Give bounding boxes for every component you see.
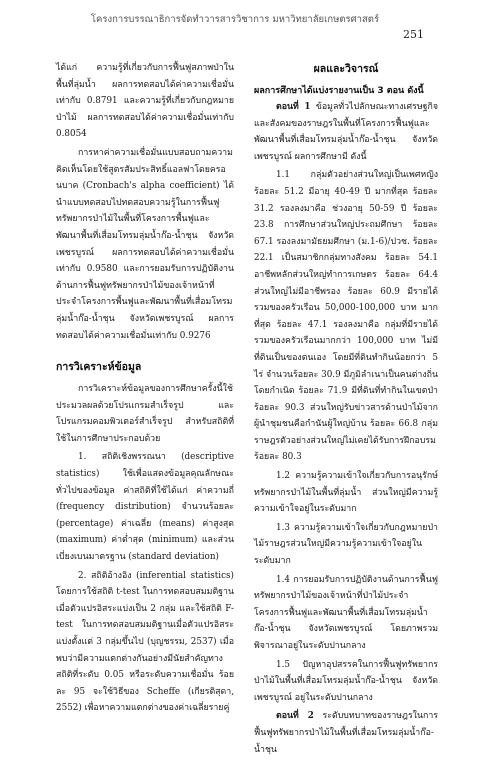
paragraph-inferential-statistics: 2. สถิติอ้างอิง (inferential statistics) โดยการใช้สถิติ t-test ในการทดสอบสมมติฐานเมื่อตัวแปรอิสระแบ่งเป็น 2 กลุ่ม และใช้สถิติ F-test ในการทดสอบสมมติฐานเมื่อตัวแปรอิสระ แบ่งตั้งแต่ 3 กลุ่มขึ้นไป (บุญชรรม, 2537) เมื่อพบว่ามีความแตกต่างกันอย่างมีนัยสำคัญทางสถิติที่ระดับ 0.05 หรือระดับความเชื่อมั่น ร้อยละ 95 จะใช้วิธีของ Scheffe (เกียรติสุดา, 2552) เพื่อหาความแตกต่างของค่าเฉลี่ยรายคู่ <box>56 570 234 714</box>
paragraph-part-1 <box>254 99 438 165</box>
running-head: โครงการบรรณาธิการจัดทำวารสารวิชาการ มหาวิทยาลัยเกษตรศาสตร์ <box>90 14 380 25</box>
left-column <box>56 60 234 719</box>
paragraph-item-1-1: 1.1 กลุ่มตัวอย่างส่วนใหญ่เป็นเพศหญิง ร้อยละ 51.2 มีอายุ 40-49 ปี มากที่สุด ร้อยละ 31.2 รองลงมาคือ ช่วงอายุ 50-59 ปี ร้อยละ 23.8 การศึกษาส่วนใหญ่ประถมศึกษา ร้อยละ 67.1 รองลงมามัธยมศึกษา (ม.1-6)/ปวช. ร้อยละ 22.1 เป็นสมาชิกกลุ่มทางสังคม ร้อยละ 54.1 อาชีพหลักส่วนใหญ่ทำการเกษตร ร้อยละ 64.4 ส่วนใหญ่ไม่มีอาชีพรอง ร้อยละ 60.9 มีรายได้รวมของครัวเรือน 50,000-100,000 บาท มากที่สุด ร้อยละ 47.1 รองลงมาคือ กลุ่มที่มีรายได้รวมของครัวเรือนมากกว่า 100,000 บาท ไม่มีที่ดินเป็นของตนเอง โดยมีที่ดินทำกินน้อยกว่า 5 ไร่ จำนวนร้อยละ 30.9 มีภูมิลำเนาเป็นคนต่างถิ่นโดยกำเนิด ร้อยละ 71.9 มีที่ดินที่ทำกินในเขตป่า ร้อยละ 90.3 ส่วนใหญ่รับข่าวสารด้านป่าไม้จากผู้นำชุมชนคือกำนันผู้ใหญ่บ้าน ร้อยละ 66.8 กลุ่มราษฎรตัวอย่างส่วนใหญ่ไม่เคยได้รับการฝึกอบรม ร้อยละ 80.3 <box>254 170 438 463</box>
paragraph-part-2 <box>254 708 438 758</box>
part-1-text: ข้อมูลทั่วไปลักษณะทางเศรษฐกิจและสังคมของราษฎรในพื้นที่โครงการฟื้นฟูและพัฒนาพื้นที่เสื่อมโทรมลุ่มน้ำก๊อ-น้ำชุน จังหวัดเพชรบูรณ์ ผลการศึกษามี ดังนี้ <box>254 102 438 162</box>
paragraph-descriptive-statistics: 1. สถิติเชิงพรรณนา (descriptive statistics) ใช้เพื่อแสดงข้อมูลคุณลักษณะทั่วไปของข้อมูล ค่าสถิติที่ใช้ได้แก่ ค่าความถี่ (frequency distribution) จำนวนร้อยละ (percentage) ค่าเฉลี่ย (means) ค่าสูงสุด (maximum) ค่าต่ำสุด (minimum) และส่วนเบี่ยงเบนมาตรฐาน (standard deviation) <box>56 452 234 563</box>
page-number: 251 <box>403 28 424 41</box>
paragraph-cronbach-alpha: การหาค่าความเชื่อมั่นแบบสอบถามความคิดเห็นโดยใช้สูตรสัมประสิทธิ์แอลฟาโดยครอนบาค (Cronbach's alpha coefficient) ได้นำแบบทดสอบไปทดสอบความรู้ในการฟื้นฟูทรัพยากรป่าไม้ในพื้นที่โครงการพื้นฟูและพัฒนาพื้นที่เสื่อมโทรมลุ่มน้ำก๊อ-น้ำชุน จังหวัดเพชรบูรณ์ ผลการทดสอบได้ค่าความเชื่อมั่นเท่ากับ 0.9580 และการยอมรับการปฏิบัติงานด้านการฟื้นฟูทรัพยากรป่าไม้ของเจ้าหน้าที่ประจำโครงการพื้นฟูและพัฒนาพื้นที่เสื่อมโทรมลุ่มน้ำก๊อ-น้ำชุน จังหวัดเพชรบูรณ์ ผลการทดสอบได้ค่าความเชื่อมั่นเท่ากับ 0.9276 <box>56 147 234 341</box>
paragraph-item-1-5: 1.5 ปัญหาอุปสรรคในการฟื้นฟูทรัพยากรป่าไม้ในพื้นที่เสื่อมโทรมลุ่มน้ำก๊อ-น้ำชุน จังหวัดเพชรบูรณ์ อยู่ในระดับปานกลาง <box>254 659 438 703</box>
part-2-text: ระดับบทบาทของราษฎรในการฟื้นฟูทรัพยากรป่าไม้ในพื้นที่เสื่อมโทรมลุ่มน้ำก๊อ-น้ำชุน <box>254 711 438 755</box>
part-1-label: ตอนที่ 1 <box>276 102 311 112</box>
paragraph-reliability-knowledge: ได้แก่ ความรู้ที่เกี่ยวกับการฟื้นฟูสภาพป่าในพื้นที่ลุ่มน้ำ ผลการทดสอบได้ค่าความเชื่อมั่นเท่ากับ 0.8791 และความรู้ที่เกี่ยวกับกฎหมายป่าไม้ ผลการทดสอบได้ค่าความเชื่อมั่นเท่ากับ 0.8054 <box>56 63 234 140</box>
section-title-data-analysis: การวิเคราะห์ข้อมูล <box>56 361 142 374</box>
part-2-label: ตอนที่ 2 <box>276 711 314 722</box>
paragraph-item-1-4: 1.4 การยอมรับการปฏิบัติงานด้านการฟื้นฟูทรัพยากรป่าไม้ของเจ้าหน้าที่ป่าไม้ประจำโครงการฟื้นฟูและพัฒนาพื้นที่เสื่อมโทรมลุ่มน้ำก๊อ-น้ำชุน จังหวัดเพชรบูรณ์ โดยภาพรวมพิจารณาอยู่ในระดับปานกลาง <box>254 574 438 651</box>
paragraph-analysis-intro: การวิเคราะห์ข้อมูลของการศึกษาครั้งนี้ใช้ประมวลผลด้วยโปรแกรมสำเร็จรูป และโปรแกรมคอมพิวเตอร์สำเร็จรูป สำหรับสถิติที่ใช้ในการศึกษาประกอบด้วย <box>56 384 234 444</box>
right-column <box>254 60 438 760</box>
section-title-results: ผลและวิจารณ์ <box>313 63 379 75</box>
paragraph-item-1-2: 1.2 ความรู้ความเข้าใจเกี่ยวกับการอนุรักษ์ทรัพยากรป่าไม้ในพื้นที่ลุ่มน้ำ ส่วนใหญ่มีความรู้ความเข้าใจอยู่ในระดับมาก <box>254 471 438 515</box>
results-subhead: ผลการศึกษาได้แบ่งรายงานเป็น 3 ตอน ดังนี้ <box>254 86 424 96</box>
page-header <box>0 6 480 41</box>
paragraph-item-1-3: 1.3 ความรู้ความเข้าใจเกี่ยวกับกฎหมายป่าไม้ราษฎรส่วนใหญ่มีความรู้ความเข้าใจอยู่ในระดับมาก <box>254 522 438 567</box>
